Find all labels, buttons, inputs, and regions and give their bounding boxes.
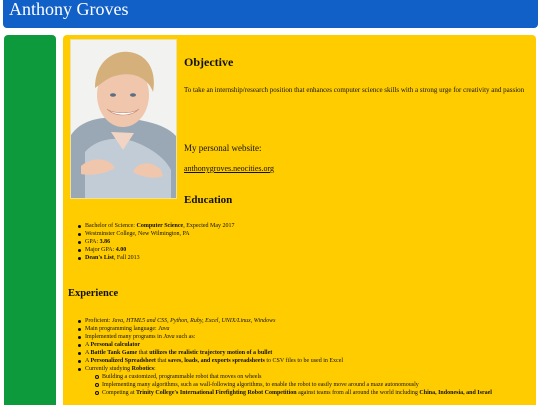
header-bar — [3, 0, 538, 28]
implemented-lang: Java — [163, 334, 175, 340]
robotics-sublist — [85, 373, 533, 397]
robotics-sub3-prefix: Competing at — [102, 390, 136, 396]
sheet-name: Personalized Spreadsheet — [90, 358, 156, 364]
list-item — [102, 389, 533, 397]
sidebar — [4, 35, 56, 405]
sheet-prefix: A — [85, 358, 91, 364]
list-item — [85, 317, 533, 325]
list-item — [85, 222, 235, 230]
robotics-sub3-countries: China, Indonesia, and Israel — [419, 390, 492, 396]
proficient-list: Java, HTML5 and CSS, Python, Ruby, Excel, UNIX/Linux, Windows — [111, 318, 276, 324]
robotics-sub3-mid: against teams from all around the world including — [296, 390, 420, 396]
education-list — [85, 222, 235, 262]
gpa-label: GPA: — [85, 239, 100, 245]
list-item — [85, 238, 235, 246]
calc-name: Personal calculator — [90, 342, 141, 348]
major-gpa-value: 4.00 — [115, 247, 127, 253]
list-item — [102, 373, 533, 381]
sheet-desc: saves, loads, and exports spreadsheets — [167, 358, 265, 364]
robotics-sub1: Building a customized, programmable robot that moves on wheels — [102, 374, 262, 380]
degree-major: Computer Science — [136, 223, 184, 229]
experience-heading: Experience — [68, 288, 119, 299]
degree-prefix: Bachelor of Science: — [85, 223, 137, 229]
list-item — [85, 341, 533, 349]
college: Westminster College, New Wilmington, PA — [85, 231, 190, 237]
list-item — [85, 333, 533, 341]
robotics-suffix: : — [154, 366, 156, 372]
list-item — [85, 349, 533, 357]
profile-photo-image — [71, 40, 176, 198]
website-label: My personal website: — [184, 143, 262, 153]
battle-desc: utilizes the realistic trajectory motion of a bullet — [149, 350, 273, 356]
implemented-label: Implemented many programs in — [85, 334, 164, 340]
main-lang: Java — [158, 326, 170, 332]
major-gpa-label: Major GPA: — [85, 247, 116, 253]
list-item — [85, 325, 533, 333]
calc-prefix: A — [85, 342, 91, 348]
education-heading: Education — [184, 194, 233, 206]
main-lang-label: Main programming language: — [85, 326, 159, 332]
website-link[interactable]: anthonygroves.neocities.org — [184, 164, 275, 173]
site-title: Anthony Groves — [9, 0, 129, 19]
profile-photo — [70, 39, 177, 199]
deans-list: Dean's List — [85, 255, 114, 261]
main-content — [63, 35, 536, 405]
list-item — [85, 230, 235, 238]
sheet-mid: that — [155, 358, 168, 364]
proficient-label: Proficient: — [85, 318, 112, 324]
implemented-suffix: such as: — [174, 334, 196, 340]
experience-list — [85, 317, 533, 397]
robotics-name: Robotics — [131, 366, 155, 372]
list-item — [85, 357, 533, 365]
list-item — [85, 246, 235, 254]
robotics-prefix: Currently studying — [85, 366, 132, 372]
objective-heading: Objective — [184, 55, 234, 69]
robotics-sub2: Implementing many algorithms, such as wall-following algorithms, to enable the robot to easily move around a maze autonomously — [102, 382, 419, 388]
list-item — [85, 365, 533, 397]
objective-text: To take an internship/research position that enhances computer science skills with a strong urge for creativity and passion — [184, 86, 525, 94]
list-item — [102, 381, 533, 389]
degree-suffix: , Expected May 2017 — [183, 223, 235, 229]
deans-list-suffix: , Fall 2013 — [113, 255, 140, 261]
list-item — [85, 254, 235, 262]
battle-mid: that — [137, 350, 150, 356]
battle-prefix: A — [85, 350, 91, 356]
robotics-sub3-event: Trinity College's International Firefighting Robot Competition — [136, 390, 297, 396]
sheet-suffix: to CSV files to be used in Excel — [264, 358, 344, 364]
battle-name: Battle Tank Game — [90, 350, 138, 356]
gpa-value: 3.86 — [99, 239, 111, 245]
